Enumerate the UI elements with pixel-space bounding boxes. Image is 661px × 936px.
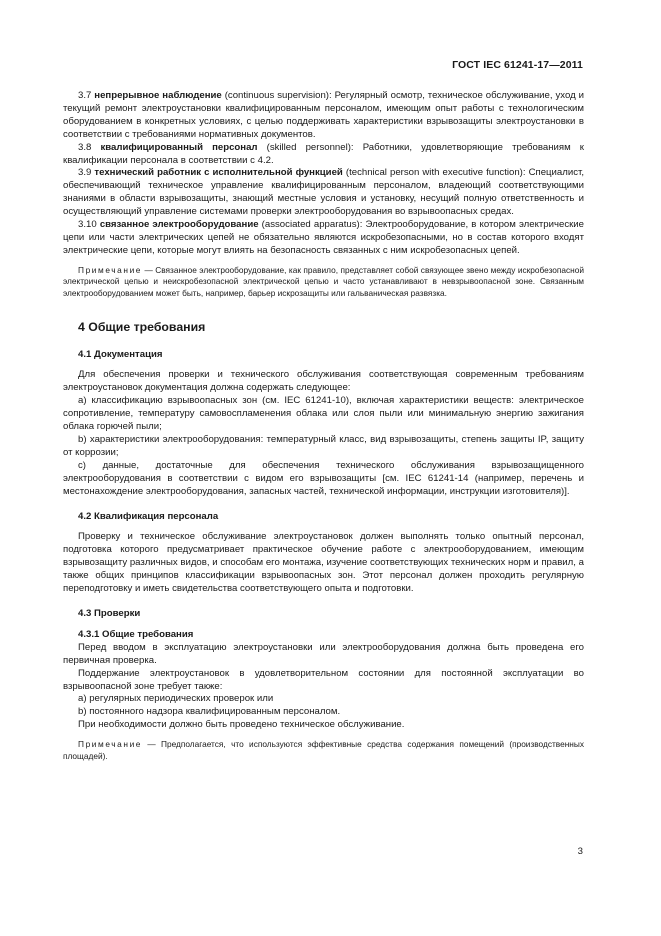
list-item-c: c) данные, достаточные для обеспечения технического обслуживания взрывозащищенного электрооборудования в соответствии с видом его взрывозащиты [см. IEC 61241-14 (например, перечень и местонахождение электрооборудования, запасных частей, технической информации, инструкции изготовителя)].: [63, 459, 584, 497]
section-4-2-text: Проверку и техническое обслуживание электроустановок должен выполнять только опытный персонал, подготовка которого предусматривает практическое обучение работе с электрооборудованием, имеющим взрывозащиту различных видов, и способам его монтажа, изучение соответствующих технических норм и правил, а также общих принципов классификации взрывоопасных зон. Этот персонал должен проходить регулярную переподготовку и иметь свидетельства соответствующего опыта и подготовки.: [63, 531, 584, 595]
list-item-a: а) классификацию взрывоопасных зон (см. IEC 61241-10), включая характеристики веществ: электрическое сопротивление, температуру самовоспламенения облака или слоя пыли или минимальную энергию зажигания облака горючей пыли;: [63, 395, 584, 433]
term: технический работник с исполнительной функцией: [94, 167, 343, 179]
definition-3-7: 3.7 непрерывное наблюдение (continuous supervision): Регулярный осмотр, техническое обслуживание, уход и текущий ремонт электроустановки квалифицированным персоналом, имеющим опыт работы с технологическим оборудованием в конкретных условиях, с целью поддерживать характеристики взрывозащиты электроустановки в соответствии с требованиями нормативных документов.: [63, 90, 584, 140]
definition-3-9: 3.9 технический работник с исполнительной функцией (technical person with executive function): Специалист, обеспечивающий техническое управление квалифицированным персоналом, владеющий соответствующими знаниями в области взрывозащиты, знающий местные условия и установку, несущий полную ответственность и осуществляющий управление системами проверки электрооборудования во взрывоопасных средах.: [63, 167, 585, 218]
definition-3-10: 3.10 связанное электрооборудование (associated apparatus): Электрооборудование, в котором электрические цепи или части электрических цепей не обязательно являются искробезопасными, но в состав которого входят электрические цепи, которые могут влиять на безопасность связанных с ним искробезопасных цепей.: [63, 219, 585, 256]
section-4-3-1-p1: Перед вводом в эксплуатацию электроустановки или электрооборудования должна быть проведена его первичная проверка.: [63, 641, 584, 666]
page-content: [63, 90, 584, 762]
page-number: 3: [577, 846, 583, 857]
term: связанное электрооборудование: [99, 219, 259, 231]
term: непрерывное наблюдение: [94, 90, 222, 101]
note-premises: Примечание — Предполагается, что используются эффективные средства содержания помещений (производственных площадей).: [63, 739, 584, 761]
term: квалифицированный персонал: [100, 141, 258, 153]
section-4-3-1-p3: При необходимости должно быть проведено техническое обслуживание.: [78, 719, 405, 731]
note-associated-apparatus: Примечание — Связанное электрооборудование, как правило, представляет собой связующее звено между искробезопасной электрической цепью и неискробезопасной электрической цепью и часто устанавливают в невзрывоопасной зоне. Связанным электрооборудованием может быть, например, барьер искрозащиты или гальваническая развязка.: [63, 264, 584, 298]
section-4-1-intro: Для обеспечения проверки и технического обслуживания соответствующая современным требованиям электроустановок документация должна содержать следующее:: [63, 369, 584, 394]
list-item-a: а) регулярных периодических проверок или: [78, 693, 274, 705]
list-item-b: b) характеристики электрооборудования: температурный класс, вид взрывозащиты, степень защиты IP, защиту от коррозии;: [63, 434, 584, 458]
standard-header: ГОСТ IEC 61241-17—2011: [452, 59, 583, 71]
section-4-3-1-p2: Поддержание электроустановок в удовлетворительном состоянии для постоянной эксплуатации во взрывоопасной зоне требует также:: [63, 667, 584, 692]
list-item-b: b) постоянного надзора квалифицированным персоналом.: [78, 706, 341, 718]
definition-3-8: 3.8 квалифицированный персонал (skilled personnel): Работники, удовлетворяющие требованиям к квалификации персонала в соответствии с 4.2.: [63, 141, 584, 166]
note-label: Примечание: [78, 264, 143, 275]
section-4-3-1-title: 4.3.1 Общие требования: [78, 628, 194, 640]
section-4-title: 4 Общие требования: [78, 319, 206, 334]
section-4-2-title: 4.2 Квалификация персонала: [78, 510, 219, 522]
note-label: Примечание: [78, 739, 143, 750]
section-4-3-title: 4.3 Проверки: [78, 607, 141, 619]
section-4-1-title: 4.1 Документация: [78, 348, 163, 360]
